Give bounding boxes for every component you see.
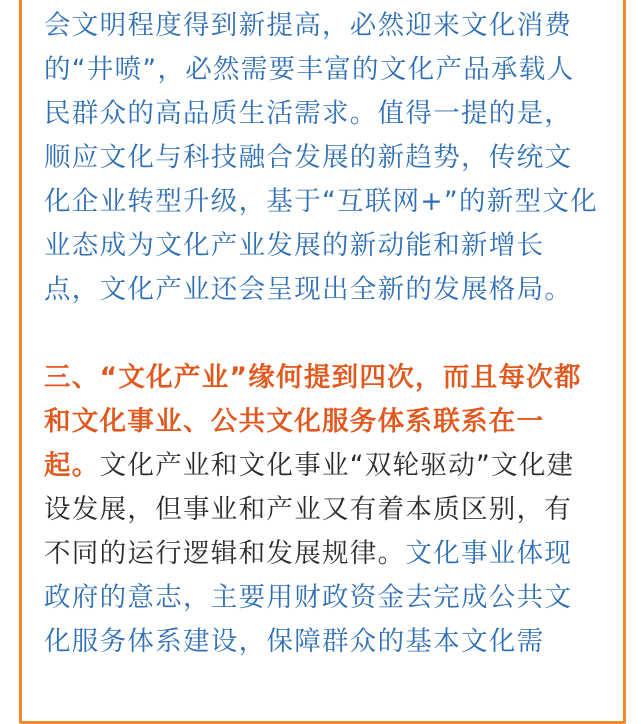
- article-body: [44, 4, 606, 664]
- paragraph-spacer: [44, 312, 606, 356]
- mixed-line: [44, 532, 606, 576]
- paragraph-line: 点，文化产业还会呈现出全新的发展格局。: [44, 274, 573, 305]
- mixed-line: [44, 444, 606, 488]
- section-heading-end: 起。: [44, 450, 100, 481]
- paragraph-line: 的“井喷”，必然需要丰富的文化产品承载人: [44, 54, 575, 85]
- body-text: 文化产业和文化事业“双轮驱动”文化建: [99, 450, 575, 481]
- body-line: 设发展，但事业和产业又有着本质区别，有: [44, 494, 573, 525]
- highlight-line: 政府的意志，主要用财政资金去完成公共文: [44, 582, 573, 613]
- highlight-line: 化服务体系建设，保障群众的基本文化需: [44, 626, 545, 657]
- section-heading-line: 三、“文化产业”缘何提到四次，而且每次都: [44, 362, 582, 393]
- paragraph-line: 化企业转型升级，基于“互联网+”的新型文化: [44, 186, 598, 217]
- paragraph-line: 会文明程度得到新提高，必然迎来文化消费: [44, 10, 573, 41]
- paragraph-line: 业态成为文化产业发展的新动能和新增长: [44, 230, 545, 261]
- body-text: 不同的运行逻辑和发展规律。: [44, 538, 406, 569]
- paragraph-line: 顺应文化与科技融合发展的新趋势，传统文: [44, 142, 573, 173]
- paragraph-line: 民群众的高品质生活需求。值得一提的是，: [44, 98, 573, 129]
- section-heading-line: 和文化事业、公共文化服务体系联系在一: [44, 406, 545, 437]
- highlight-text: 文化事业体现: [405, 538, 573, 569]
